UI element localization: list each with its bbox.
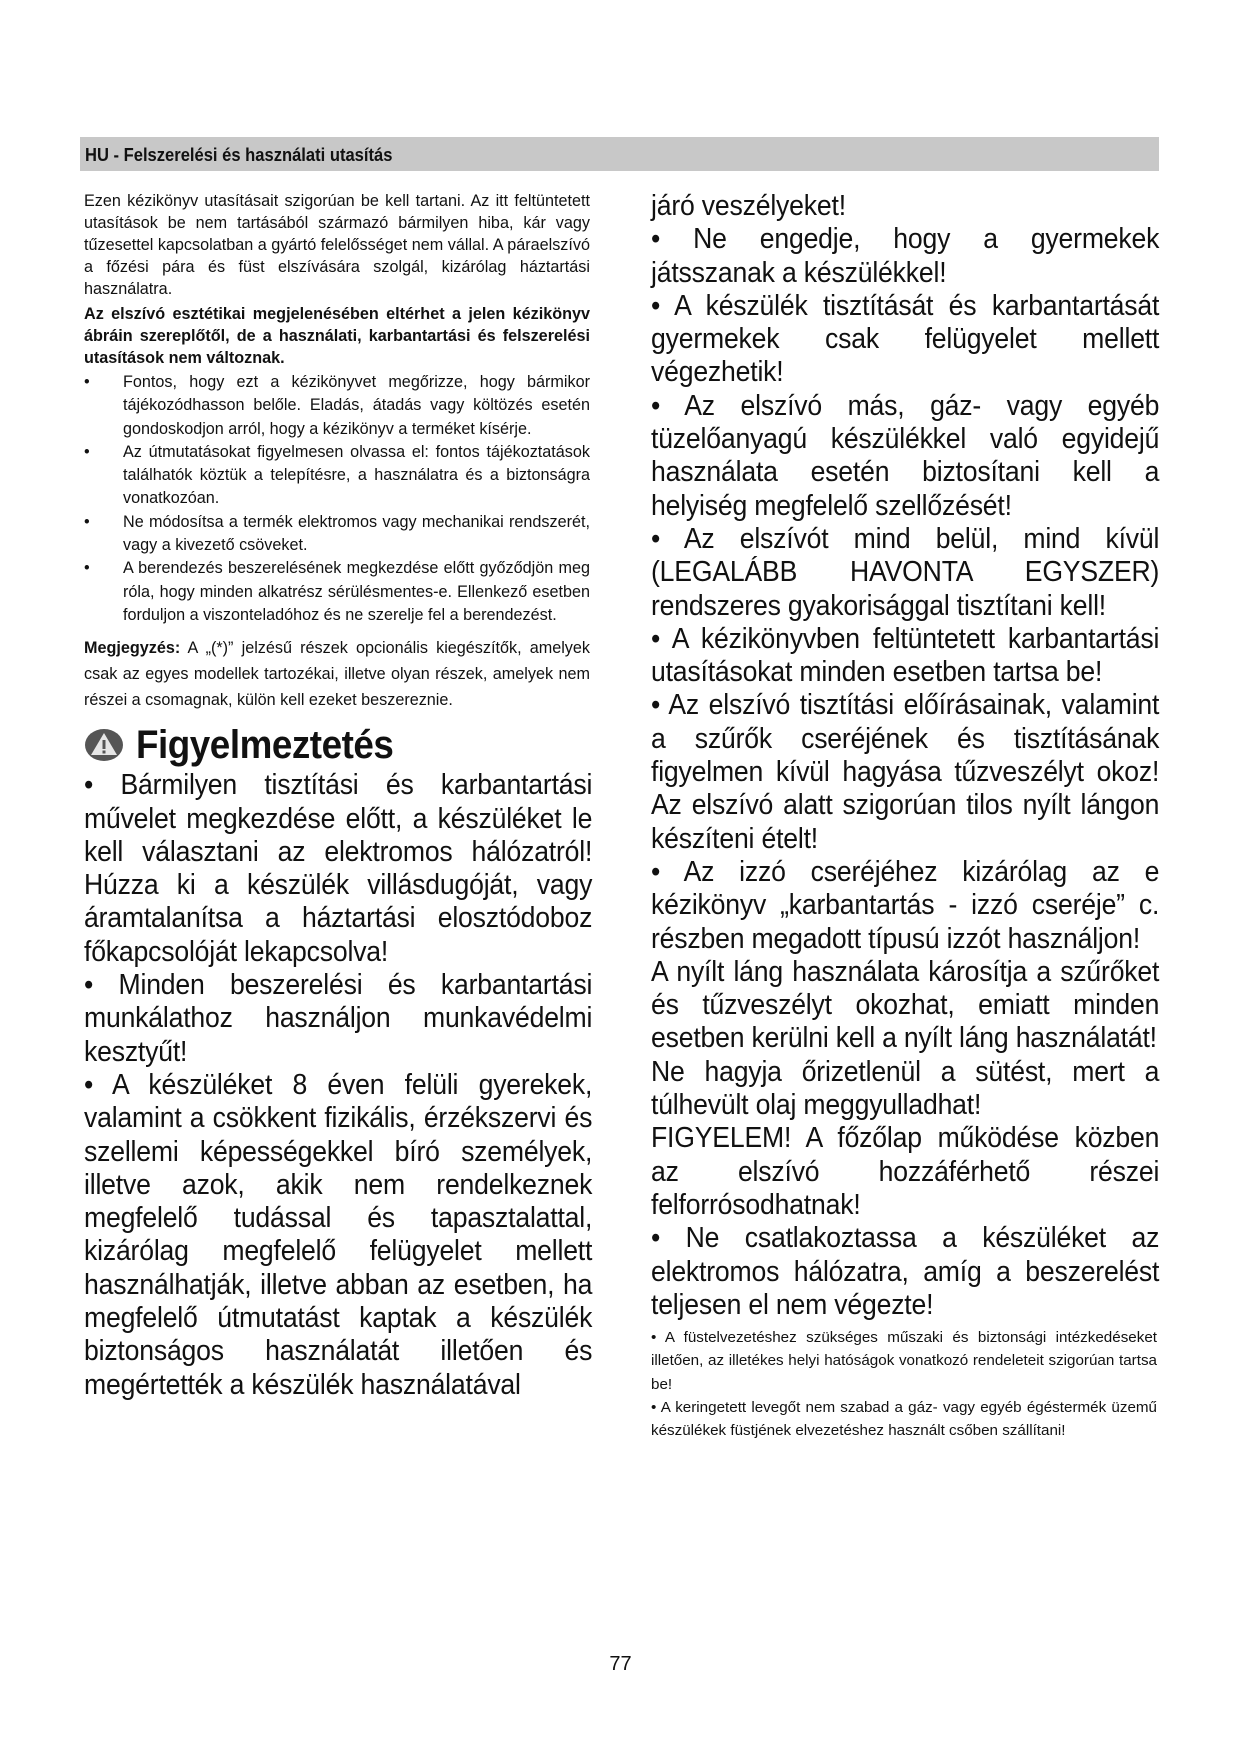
warning-title: Figyelmeztetés (136, 722, 394, 767)
list-item: • Az útmutatásokat figyelmesen olvassa el: fontos tájékoztatások találhatók köztük a telepítésre, a használatra és a biztonságra vonatkozóan. (84, 442, 590, 508)
warning-paragraph: járó veszélyeket! (651, 190, 846, 222)
bullet-list (84, 371, 590, 627)
fine-print-paragraph: • A keringetett levegőt nem szabad a gáz- vagy egyéb égéstermék üzemű készülékek füstjének elvezetéshez használt csőben szállítani! (651, 1398, 1157, 1440)
bullet-dot-icon: • (84, 442, 90, 461)
bullet-dot-icon: • (84, 512, 90, 531)
right-column (651, 190, 1160, 1443)
page-number: 77 (609, 1653, 632, 1675)
warning-paragraph: • Ne engedje, hogy a gyermekek játsszanak a készülékkel! (651, 223, 1160, 289)
warning-triangle-icon (84, 728, 124, 762)
warning-paragraph: • Az izzó cseréjéhez kizárólag az e kézikönyv „karbantartás - izzó cseréje” c. részben megadott típusú izzót használjon! (651, 855, 1160, 955)
warning-heading (84, 723, 590, 767)
fine-print-paragraph: • A füstelvezetéshez szükséges műszaki és biztonsági intézkedéseket illetően, az illetékes helyi hatóságok vonatkozó rendeleteit szigorúan tartsa be! (651, 1329, 1157, 1393)
note-label: Megjegyzés: (84, 639, 181, 658)
warning-paragraph: • A készüléket 8 éven felüli gyerekek, valamint a csökkent fizikális, érzékszervi és szellemi képességekkel bíró személyek, illetve azok, akik nem rendelkeznek megfelelő tudással és tapasztalattal, kizárólag megfelelő felügyelet mellett használhatják, illetve abban az esetben, ha megfelelő útmutatást kaptak a készülék biztonságos használatát illetően és megértették a készülék használatával (84, 1068, 593, 1401)
intro-paragraph: Ezen kézikönyv utasításait szigorúan be kell tartani. Az itt feltüntetett utasítások be nem tartásából származó bármilyen hiba, kár vagy tűzesettel kapcsolatban a gyártó felelősséget nem vállal. A páraelszívó a főzési pára és füst elszívására szolgál, kizárólag háztartási használatra. (84, 192, 590, 298)
warning-paragraph: A nyílt láng használata károsítja a szűrőket és tűzveszélyt okozhat, emiatt minden esetben kerülni kell a nyílt láng használatát! (651, 955, 1160, 1055)
list-item: • Ne módosítsa a termék elektromos vagy mechanikai rendszerét, vagy a kivezető csöveket. (84, 512, 590, 555)
warning-paragraph: • A kézikönyvben feltüntetett karbantartási utasításokat minden esetben tartsa be! (651, 622, 1160, 689)
section-header-title: HU - Felszerelési és használati utasítás (85, 145, 393, 165)
left-column (84, 190, 593, 1402)
warning-paragraph: • A készülék tisztítását és karbantartását gyermekek csak felügyelet mellett végezhetik! (651, 289, 1160, 389)
warning-paragraph: Ne hagyja őrizetlenül a sütést, mert a túlhevült olaj meggyulladhat! (651, 1055, 1160, 1122)
note-paragraph (84, 635, 590, 713)
appearance-note: Az elszívó esztétikai megjelenésében eltérhet a jelen kézikönyv ábráin szereplőtől, de a használati, karbantartási és felszerelési utasítások nem változnak. (84, 305, 590, 367)
list-item: • A berendezés beszerelésének megkezdése előtt győződjön meg róla, hogy minden alkatrész sérülésmentes-e. Ellenkező esetben forduljon a viszonteladóhoz és ne szerelje fel a berendezést. (84, 559, 590, 624)
warning-text-left (84, 769, 593, 1402)
list-item: • Fontos, hogy ezt a kézikönyvet megőrizze, hogy bármikor tájékozódhasson belőle. Eladás, átadás vagy költözés esetén gondoskodjon arról, hogy a kézikönyv a terméket kísérje. (84, 373, 590, 438)
warning-paragraph: • Bármilyen tisztítási és karbantartási művelet megkezdése előtt, a készüléket le kell választani az elektromos hálózatról! Húzza ki a készülék villásdugóját, vagy áramtalanítsa a háztartási elosztódoboz főkapcsolóját lekapcsolva! (84, 769, 593, 968)
warning-paragraph: • Ne csatlakoztassa a készüléket az elektromos hálózatra, amíg a beszerelést teljesen el nem végezte! (651, 1222, 1160, 1321)
warning-paragraph: • Minden beszerelési és karbantartási munkálathoz használjon munkavédelmi kesztyűt! (84, 969, 593, 1068)
warning-paragraph: • Az elszívó tisztítási előírásainak, valamint a szűrők cseréjének és tisztításának figyelmen kívül hagyása tűzveszélyt okoz! Az elszívó alatt szigorúan tilos nyílt lángon készíteni ételt! (651, 689, 1160, 855)
bullet-dot-icon: • (84, 559, 90, 578)
warning-paragraph: FIGYELEM! A főzőlap működése közben az elszívó hozzáférhető részei felforrósodhatnak! (651, 1122, 1160, 1221)
warning-paragraph: • Az elszívó más, gáz- vagy egyéb tüzelőanyagú készülékkel való egyidejű használata esetén biztosítani kell a helyiség megfelelő szellőzését! (651, 389, 1160, 522)
bullet-dot-icon: • (84, 373, 90, 391)
warning-paragraph: • Az elszívót mind belül, mind kívül (LEGALÁBB HAVONTA EGYSZER) rendszeres gyakorisággal tisztítani kell! (651, 522, 1160, 622)
note-text: A „(*)” jelzésű részek opcionális kiegészítők, amelyek csak az egyes modellek tartozékai, illetve olyan részek, amelyek nem részei a csomagnak, külön kell ezeket beszereznie. (84, 639, 590, 710)
section-header-bar (80, 137, 1159, 171)
